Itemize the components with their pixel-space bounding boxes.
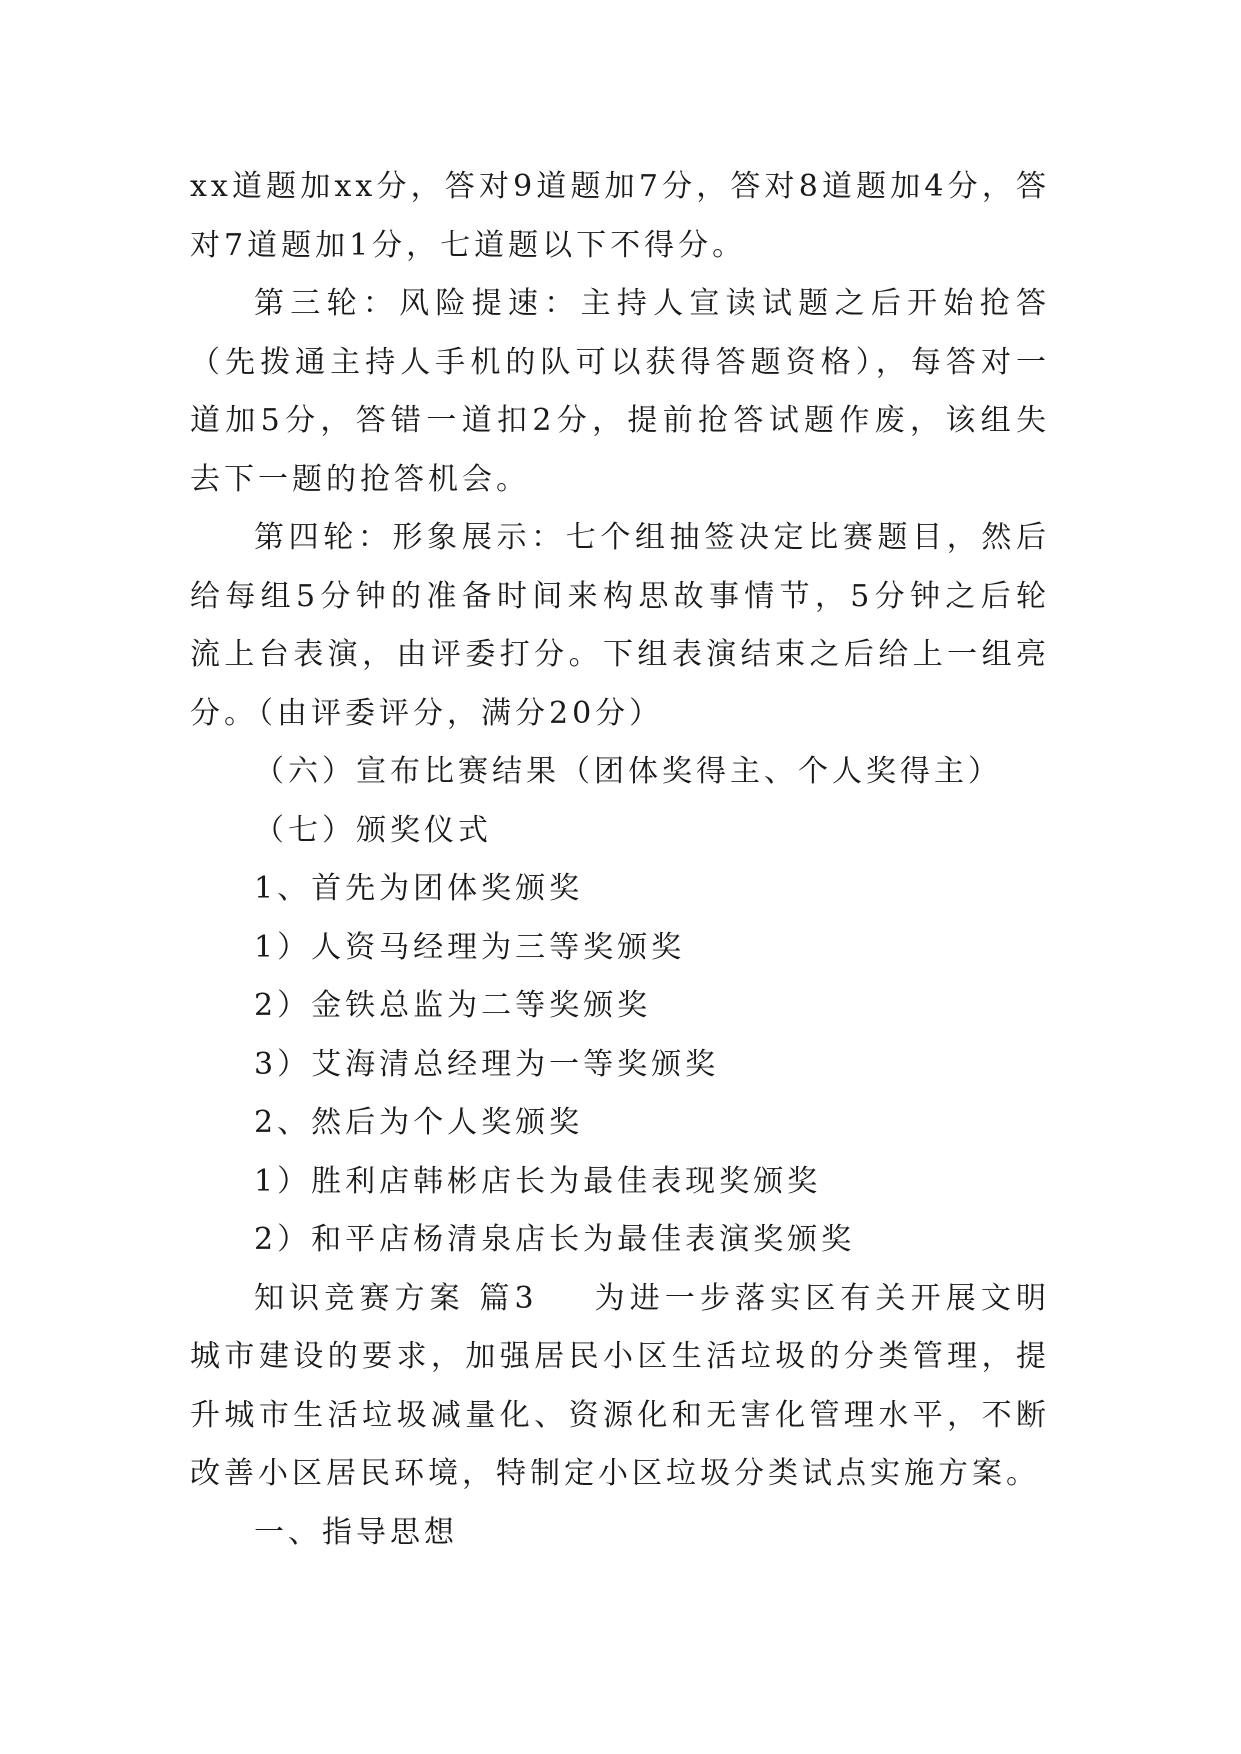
guiding-ideology-heading: 一、指导思想: [254, 1514, 458, 1550]
scoring-paragraph: xx道题加xx分，答对9道题加7分，答对8道题加4分，答对7道题加1分，七道题以下不得分。: [190, 169, 1050, 263]
award-group-team: 1、首先为团体奖颁奖: [254, 871, 584, 906]
award-item: 1）胜利店韩彬店长为最佳表现奖颁奖: [254, 1163, 822, 1199]
award-item: 1）人资马经理为三等奖颁奖: [254, 929, 686, 965]
document-body: [190, 158, 1050, 1562]
plan-three-body: 为进一步落实区有关开展文明城市建设的要求，加强居民小区生活垃圾的分类管理，提升城市生活垃圾减量化、资源化和无害化管理水平，不断改善小区居民环境，特制定小区垃圾分类试点实施方案。: [190, 1280, 1051, 1491]
section-six-heading: （六）宣布比赛结果（团体奖得主、个人奖得主）: [254, 754, 1002, 789]
plan-three-paragraph: [190, 1270, 1050, 1504]
award-group-individual: 2、然后为个人奖颁奖: [254, 1105, 584, 1140]
round-four-paragraph: 第四轮：形象展示：七个组抽签决定比赛题目，然后给每组5分钟的准备时间来构思故事情节，5分钟之后轮流上台表演，由评委打分。下组表演结束之后给上一组亮分。（由评委评分，满分20分）: [190, 520, 1050, 731]
award-item: 3）艾海清总经理为一等奖颁奖: [254, 1046, 720, 1082]
section-seven-heading: （七）颁奖仪式: [254, 812, 492, 848]
award-item: 2）和平店杨清泉店长为最佳表演奖颁奖: [254, 1222, 856, 1257]
section-title: 知识竞赛方案 篇3: [254, 1280, 538, 1316]
round-three-paragraph: 第三轮：风险提速：主持人宣读试题之后开始抢答（先拨通主持人手机的队可以获得答题资格），每答对一道加5分，答错一道扣2分，提前抢答试题作废，该组失去下一题的抢答机会。: [190, 286, 1050, 497]
award-item: 2）金铁总监为二等奖颁奖: [254, 988, 652, 1023]
